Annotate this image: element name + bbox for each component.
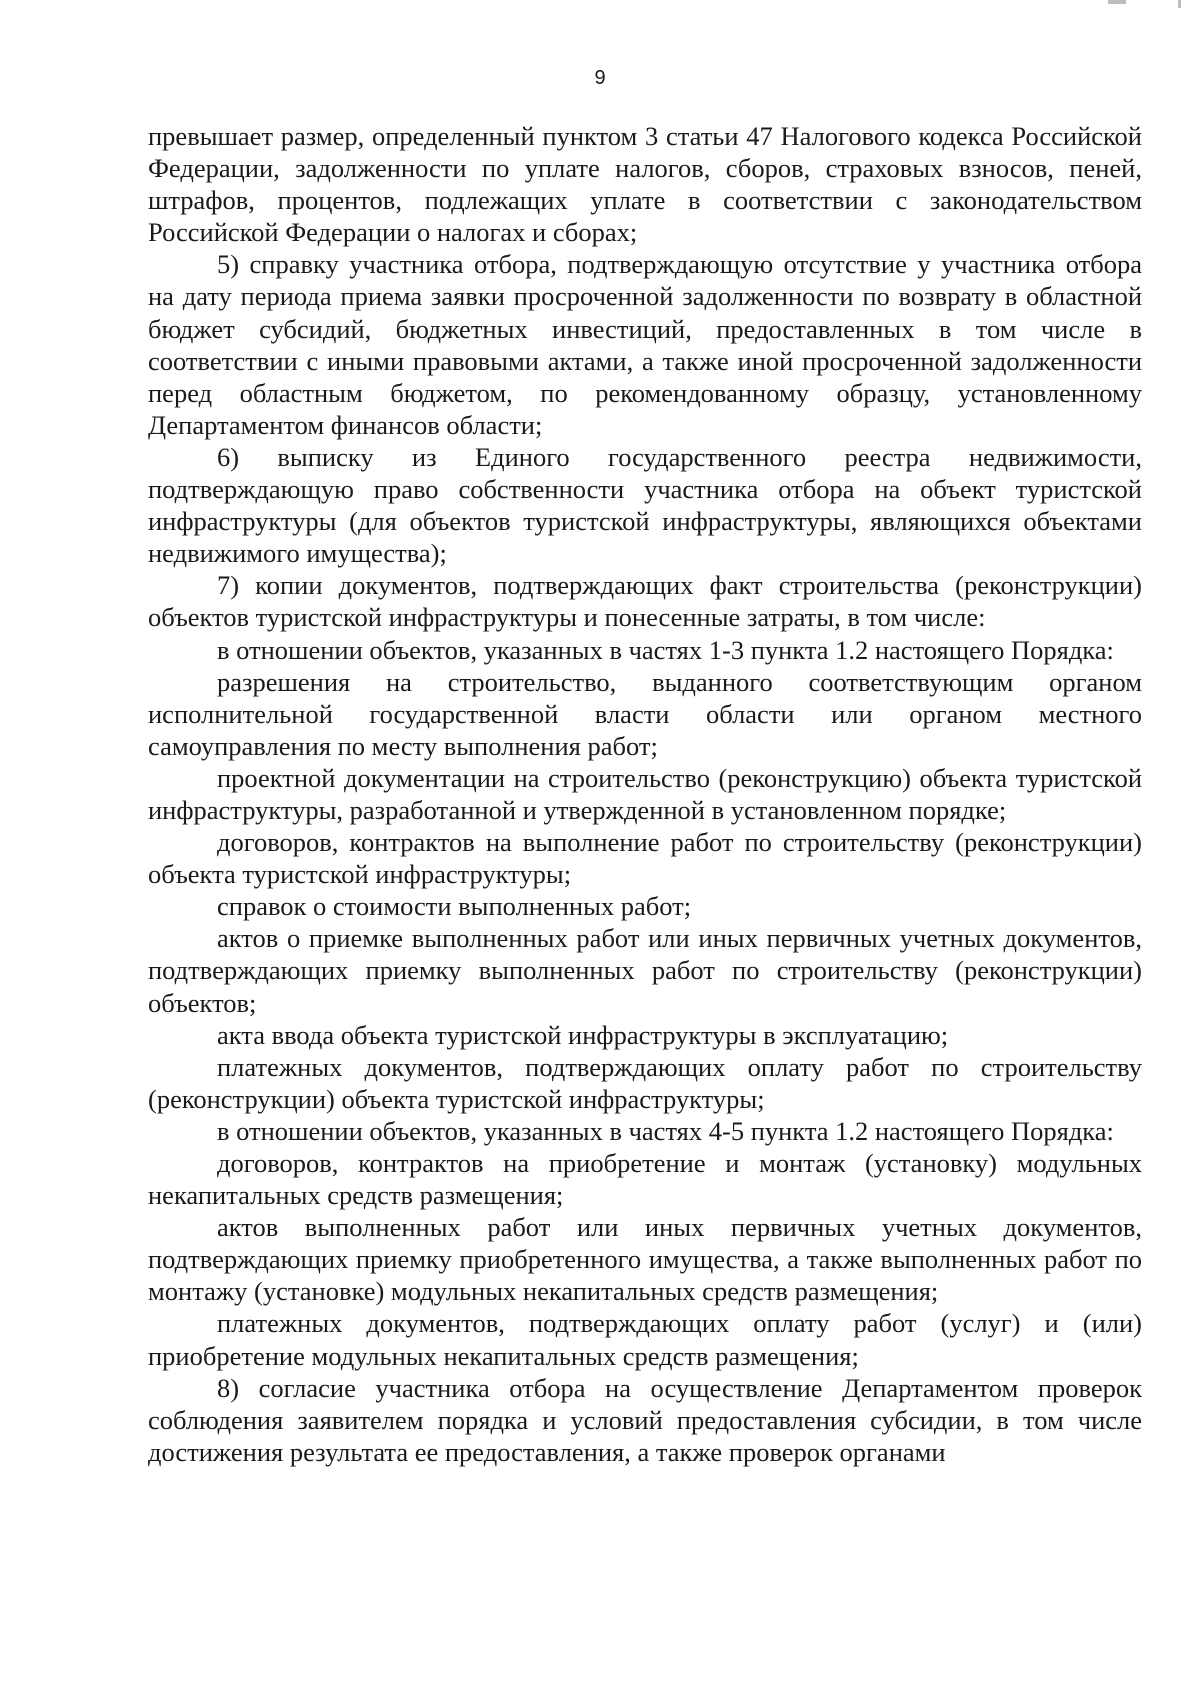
paragraph: платежных документов, подтверждающих оплату работ (услуг) и (или) приобретение модульных некапитальных средств размещения; [148, 1308, 1142, 1371]
paragraph: 8) согласие участника отбора на осуществление Департаментом проверок соблюдения заявителем порядка и условий предоставления субсидии, в том числе достижения результата ее предоставления, а также проверок органами [148, 1372, 1142, 1467]
document-body [148, 120, 1142, 1468]
scan-edge-mark [1178, 0, 1181, 8]
paragraph: в отношении объектов, указанных в частях 4-5 пункта 1.2 настоящего Порядка: [217, 1115, 1114, 1146]
paragraph: превышает размер, определенный пунктом 3 статьи 47 Налогового кодекса Российской Федерации, задолженности по уплате налогов, сборов, страховых взносов, пеней, штрафов, процентов, подлежащих уплате в соответствии с законодательством Российской Федерации о налогах и сборах; [148, 121, 1142, 248]
scan-edge-mark [1108, 0, 1126, 4]
paragraph: актов о приемке выполненных работ или иных первичных учетных документов, подтверждающих приемку выполненных работ по строительству (реконструкции) объектов; [148, 923, 1142, 1018]
paragraph: 7) копии документов, подтверждающих факт строительства (реконструкции) объектов туристской инфраструктуры и понесенные затраты, в том числе: [148, 570, 1142, 633]
paragraph: справок о стоимости выполненных работ; [217, 891, 692, 922]
paragraph: проектной документации на строительство (реконструкцию) объекта туристской инфраструктуры, разработанной и утвержденной в установленном порядке; [148, 762, 1142, 825]
paragraph: актов выполненных работ или иных первичных учетных документов, подтверждающих приемку приобретенного имущества, а также выполненных работ по монтажу (установке) модульных некапитальных средств размещения; [148, 1212, 1142, 1307]
paragraph: разрешения на строительство, выданного соответствующим органом исполнительной государственной власти области или органом местного самоуправления по месту выполнения работ; [148, 666, 1142, 761]
page-number: 9 [594, 67, 606, 89]
paragraph: 6) выписку из Единого государственного реестра недвижимости, подтверждающую право собственности участника отбора на объект туристской инфраструктуры (для объектов туристской инфраструктуры, являющихся объектами недвижимого имущества); [148, 441, 1142, 569]
paragraph: в отношении объектов, указанных в частях 1-3 пункта 1.2 настоящего Порядка: [217, 634, 1114, 665]
paragraph: 5) справку участника отбора, подтверждающую отсутствие у участника отбора на дату периода приема заявки просроченной задолженности по возврату в областной бюджет субсидий, бюджетных инвестиций, предоставленных в том числе в соответствии с иными правовыми актами, а также иной просроченной задолженности перед областным бюджетом, по рекомендованному образцу, установленному Департаментом финансов области; [148, 249, 1142, 440]
paragraph: акта ввода объекта туристской инфраструктуры в эксплуатацию; [217, 1019, 949, 1050]
paragraph: договоров, контрактов на выполнение работ по строительству (реконструкции) объекта туристской инфраструктуры; [148, 827, 1142, 890]
paragraph: платежных документов, подтверждающих оплату работ по строительству (реконструкции) объекта туристской инфраструктуры; [148, 1051, 1142, 1114]
paragraph: договоров, контрактов на приобретение и монтаж (установку) модульных некапитальных средств размещения; [148, 1148, 1142, 1211]
